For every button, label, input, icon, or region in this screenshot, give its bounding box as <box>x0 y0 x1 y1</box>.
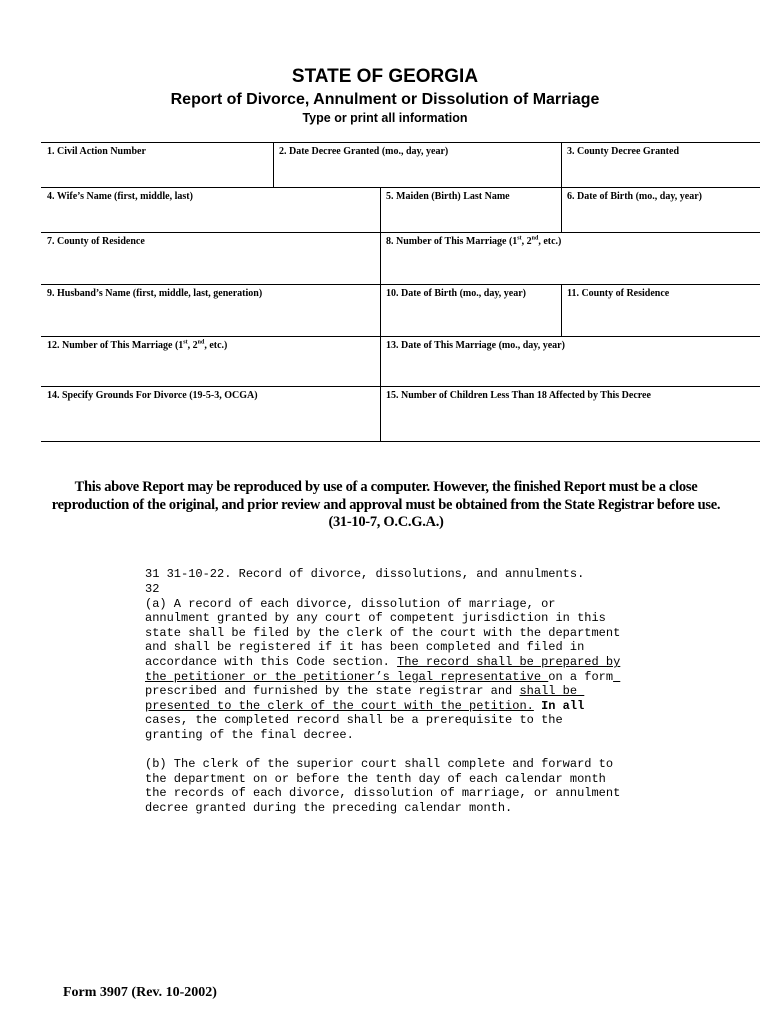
statute-page-number: 32 <box>145 582 160 596</box>
field-county-decree-granted[interactable]: 3. County Decree Granted <box>567 146 680 157</box>
statute-text: on a form <box>548 670 614 684</box>
notice-line: This above Report may be reproduced by use of a computer. However, the finished Report must be a close <box>74 479 698 495</box>
field-maiden-last-name[interactable]: 5. Maiden (Birth) Last Name <box>386 191 510 202</box>
reproduction-notice <box>30 479 742 532</box>
statute-underlined-text: The record shall be prepared by <box>397 655 621 669</box>
statute-line <box>145 699 705 714</box>
field-label-part: 12. Number of This Marriage (1 <box>47 340 184 351</box>
field-husband-county-of-residence[interactable]: 11. County of Residence <box>567 288 670 299</box>
notice-line: (31-10-7, O.C.G.A.) <box>328 514 444 530</box>
field-husband-number-of-marriage[interactable] <box>41 336 227 351</box>
statute-line: state shall be filed by the clerk of the court with the department <box>145 626 621 640</box>
field-label-part: , 2 <box>187 340 198 351</box>
statute-line: the records of each divorce, dissolution of marriage, or annulment <box>145 786 621 800</box>
statute-bold-text: In all <box>533 699 585 713</box>
field-label-part: , etc.) <box>538 236 562 247</box>
statute-line: (b) The clerk of the superior court shall complete and forward to <box>145 757 614 771</box>
page-title: STATE OF GEORGIA <box>291 66 479 87</box>
statute-underlined-text: shall be <box>519 684 585 698</box>
field-husband-date-of-birth[interactable]: 10. Date of Birth (mo., day, year) <box>386 288 526 299</box>
field-label-part: , 2 <box>521 236 532 247</box>
field-wife-number-of-marriage[interactable] <box>380 232 561 247</box>
field-date-of-marriage[interactable]: 13. Date of This Marriage (mo., day, year) <box>386 340 565 351</box>
statute-text: accordance with this Code section. <box>145 655 398 669</box>
statute-underlined-text: presented to the clerk of the court with the petition. <box>145 699 534 713</box>
superscript: st <box>183 339 188 346</box>
statute-line: the department on or before the tenth day of each calendar month <box>145 772 606 786</box>
field-date-decree-granted[interactable]: 2. Date Decree Granted (mo., day, year) <box>279 146 449 157</box>
page-subtitle: Report of Divorce, Annulment or Dissolution of Marriage <box>170 91 600 108</box>
field-number-of-children[interactable]: 15. Number of Children Less Than 18 Affected by This Decree <box>386 390 651 401</box>
field-civil-action-number[interactable]: 1. Civil Action Number <box>47 146 146 157</box>
superscript: st <box>517 235 522 242</box>
report-form-table <box>41 142 760 442</box>
statute-text: prescribed and furnished by the state registrar and <box>145 684 520 698</box>
notice-line: reproduction of the original, and prior review and approval must be obtained from the State Registrar before use. <box>51 496 721 513</box>
form-number: Form 3907 (Rev. 10-2002) <box>63 985 217 1000</box>
statute-line: (a) A record of each divorce, dissolution of marriage, or <box>145 597 556 611</box>
superscript: nd <box>531 235 539 242</box>
row-divider <box>41 441 760 442</box>
statute-line: annulment granted by any court of competent jurisdiction in this <box>145 611 606 625</box>
statute-line <box>145 670 705 685</box>
statute-line: decree granted during the preceding calendar month. <box>145 801 513 815</box>
statute-line: granting of the final decree. <box>145 728 354 742</box>
field-wife-date-of-birth[interactable]: 6. Date of Birth (mo., day, year) <box>567 191 702 202</box>
statute-underlined-text <box>613 670 620 684</box>
statute-underlined-text: the petitioner or the petitioner’s legal representative <box>145 670 549 684</box>
field-husband-name[interactable]: 9. Husband’s Name (first, middle, last, generation) <box>47 288 263 299</box>
statute-line: cases, the completed record shall be a prerequisite to the <box>145 713 563 727</box>
statute-line <box>145 684 705 699</box>
field-label-part: , etc.) <box>204 340 228 351</box>
field-label-part: 8. Number of This Marriage (1 <box>386 236 518 247</box>
statute-heading: 31 31-10-22. Record of divorce, dissolutions, and annulments. <box>145 567 585 581</box>
instruction-text: Type or print all information <box>302 111 468 125</box>
column-divider <box>380 187 381 441</box>
superscript: nd <box>197 339 205 346</box>
field-grounds-for-divorce[interactable]: 14. Specify Grounds For Divorce (19-5-3, OCGA) <box>47 390 258 401</box>
statute-line: and shall be registered if it has been completed and filed in <box>145 640 585 654</box>
field-wife-county-of-residence[interactable]: 7. County of Residence <box>47 236 145 247</box>
field-wife-name[interactable]: 4. Wife’s Name (first, middle, last) <box>47 191 193 202</box>
statute-line <box>145 655 705 670</box>
